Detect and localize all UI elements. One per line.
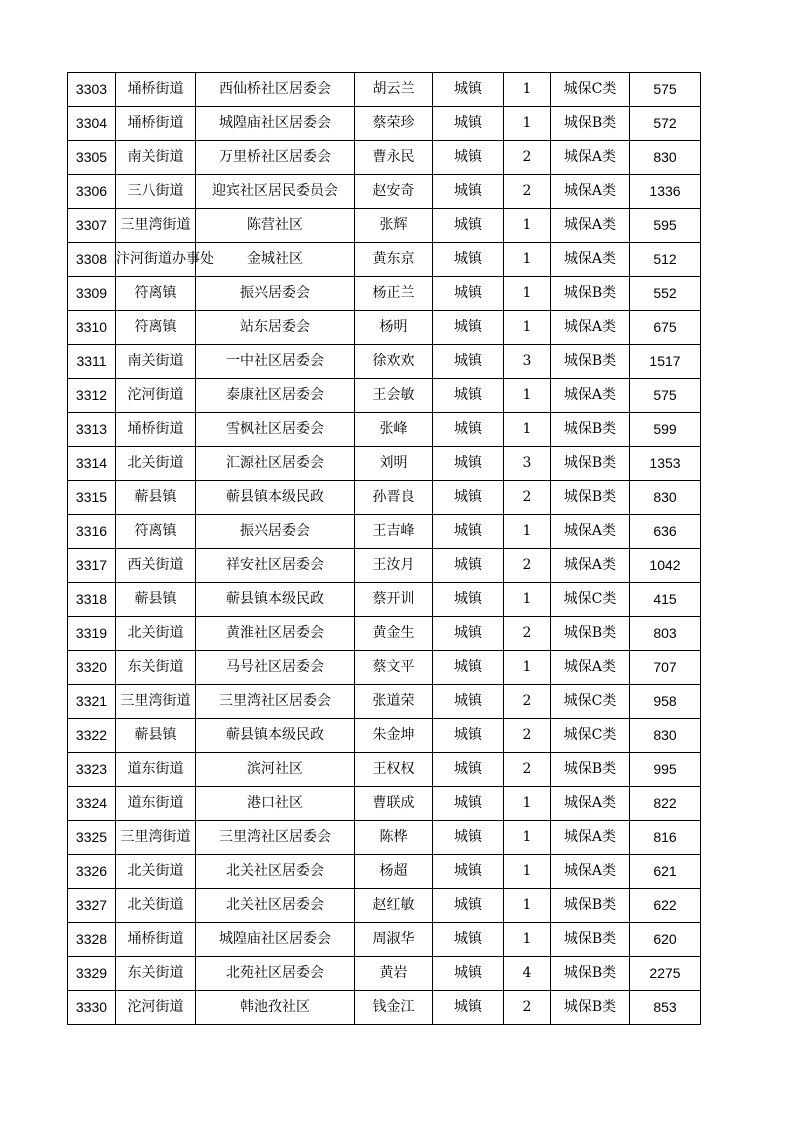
street-cell: 西关街道: [116, 549, 196, 583]
area-type-cell: 城镇: [433, 447, 504, 481]
amount-cell: 595: [630, 209, 701, 243]
area-type-cell: 城镇: [433, 277, 504, 311]
table-row: [68, 413, 701, 447]
table-row: [68, 73, 701, 107]
category-cell: 城保B类: [551, 889, 630, 923]
street-cell: 埇桥街道: [116, 413, 196, 447]
table-row: [68, 447, 701, 481]
category-cell: 城保B类: [551, 991, 630, 1025]
table-row: [68, 209, 701, 243]
community-cell: 黄淮社区居委会: [196, 617, 355, 651]
street-cell: 埇桥街道: [116, 107, 196, 141]
area-type-cell: 城镇: [433, 719, 504, 753]
area-type-cell: 城镇: [433, 141, 504, 175]
household-count-cell: 1: [504, 889, 551, 923]
community-cell: 蕲县镇本级民政: [196, 481, 355, 515]
record-id-cell: 3324: [68, 787, 116, 821]
table-row: [68, 617, 701, 651]
person-name-cell: 张道荣: [355, 685, 433, 719]
record-id-cell: 3320: [68, 651, 116, 685]
household-count-cell: 1: [504, 923, 551, 957]
person-name-cell: 徐欢欢: [355, 345, 433, 379]
household-count-cell: 1: [504, 515, 551, 549]
amount-cell: 636: [630, 515, 701, 549]
household-count-cell: 1: [504, 311, 551, 345]
table-row: [68, 345, 701, 379]
household-count-cell: 1: [504, 73, 551, 107]
amount-cell: 2275: [630, 957, 701, 991]
household-count-cell: 1: [504, 413, 551, 447]
record-id-cell: 3330: [68, 991, 116, 1025]
table-row: [68, 719, 701, 753]
area-type-cell: 城镇: [433, 651, 504, 685]
household-count-cell: 1: [504, 787, 551, 821]
area-type-cell: 城镇: [433, 515, 504, 549]
category-cell: 城保B类: [551, 617, 630, 651]
category-cell: 城保A类: [551, 821, 630, 855]
area-type-cell: 城镇: [433, 685, 504, 719]
household-count-cell: 2: [504, 549, 551, 583]
table-row: [68, 243, 701, 277]
category-cell: 城保A类: [551, 651, 630, 685]
category-cell: 城保B类: [551, 923, 630, 957]
person-name-cell: 曹永民: [355, 141, 433, 175]
record-id-cell: 3315: [68, 481, 116, 515]
area-type-cell: 城镇: [433, 583, 504, 617]
household-count-cell: 1: [504, 243, 551, 277]
person-name-cell: 朱金坤: [355, 719, 433, 753]
community-cell: 北苑社区居委会: [196, 957, 355, 991]
category-cell: 城保C类: [551, 73, 630, 107]
amount-cell: 415: [630, 583, 701, 617]
category-cell: 城保A类: [551, 855, 630, 889]
table-row: [68, 481, 701, 515]
household-count-cell: 2: [504, 141, 551, 175]
relief-roster-table: [67, 72, 701, 1025]
street-cell: 蕲县镇: [116, 481, 196, 515]
record-id-cell: 3308: [68, 243, 116, 277]
street-cell: 沱河街道: [116, 379, 196, 413]
community-cell: 韩池孜社区: [196, 991, 355, 1025]
person-name-cell: 王吉峰: [355, 515, 433, 549]
amount-cell: 958: [630, 685, 701, 719]
area-type-cell: 城镇: [433, 991, 504, 1025]
person-name-cell: 杨明: [355, 311, 433, 345]
record-id-cell: 3322: [68, 719, 116, 753]
household-count-cell: 2: [504, 685, 551, 719]
street-cell: 东关街道: [116, 957, 196, 991]
community-cell: 站东居委会: [196, 311, 355, 345]
record-id-cell: 3328: [68, 923, 116, 957]
table-row: [68, 787, 701, 821]
table-row: [68, 991, 701, 1025]
record-id-cell: 3305: [68, 141, 116, 175]
community-cell: 一中社区居委会: [196, 345, 355, 379]
table-row: [68, 583, 701, 617]
household-count-cell: 1: [504, 379, 551, 413]
record-id-cell: 3323: [68, 753, 116, 787]
street-cell: 沱河街道: [116, 991, 196, 1025]
amount-cell: 552: [630, 277, 701, 311]
table-row: [68, 957, 701, 991]
record-id-cell: 3319: [68, 617, 116, 651]
household-count-cell: 1: [504, 583, 551, 617]
amount-cell: 1042: [630, 549, 701, 583]
category-cell: 城保A类: [551, 175, 630, 209]
person-name-cell: 赵红敏: [355, 889, 433, 923]
street-cell: 符离镇: [116, 311, 196, 345]
community-cell: 蕲县镇本级民政: [196, 719, 355, 753]
category-cell: 城保B类: [551, 413, 630, 447]
person-name-cell: 杨超: [355, 855, 433, 889]
person-name-cell: 黄东京: [355, 243, 433, 277]
area-type-cell: 城镇: [433, 73, 504, 107]
amount-cell: 1353: [630, 447, 701, 481]
amount-cell: 621: [630, 855, 701, 889]
community-cell: 城隍庙社区居委会: [196, 107, 355, 141]
amount-cell: 622: [630, 889, 701, 923]
person-name-cell: 钱金江: [355, 991, 433, 1025]
community-cell: 马号社区居委会: [196, 651, 355, 685]
household-count-cell: 2: [504, 753, 551, 787]
street-cell: 东关街道: [116, 651, 196, 685]
amount-cell: 803: [630, 617, 701, 651]
community-cell: 万里桥社区居委会: [196, 141, 355, 175]
street-cell: 南关街道: [116, 345, 196, 379]
table-row: [68, 753, 701, 787]
area-type-cell: 城镇: [433, 617, 504, 651]
community-cell: 雪枫社区居委会: [196, 413, 355, 447]
person-name-cell: 周淑华: [355, 923, 433, 957]
amount-cell: 599: [630, 413, 701, 447]
person-name-cell: 曹联成: [355, 787, 433, 821]
street-cell: 蕲县镇: [116, 719, 196, 753]
area-type-cell: 城镇: [433, 107, 504, 141]
household-count-cell: 1: [504, 107, 551, 141]
table-row: [68, 923, 701, 957]
person-name-cell: 赵安奇: [355, 175, 433, 209]
table-row: [68, 821, 701, 855]
category-cell: 城保B类: [551, 957, 630, 991]
amount-cell: 575: [630, 73, 701, 107]
category-cell: 城保B类: [551, 107, 630, 141]
area-type-cell: 城镇: [433, 345, 504, 379]
area-type-cell: 城镇: [433, 549, 504, 583]
street-cell: 道东街道: [116, 787, 196, 821]
household-count-cell: 2: [504, 481, 551, 515]
community-cell: 祥安社区居委会: [196, 549, 355, 583]
category-cell: 城保B类: [551, 345, 630, 379]
street-cell: 符离镇: [116, 277, 196, 311]
street-cell: 三里湾街道: [116, 685, 196, 719]
record-id-cell: 3329: [68, 957, 116, 991]
amount-cell: 830: [630, 481, 701, 515]
person-name-cell: 蔡文平: [355, 651, 433, 685]
community-cell: 北关社区居委会: [196, 889, 355, 923]
record-id-cell: 3312: [68, 379, 116, 413]
street-cell: 汴河街道办事处: [116, 243, 196, 277]
street-cell: 北关街道: [116, 617, 196, 651]
amount-cell: 1517: [630, 345, 701, 379]
amount-cell: 620: [630, 923, 701, 957]
category-cell: 城保A类: [551, 141, 630, 175]
community-cell: 振兴居委会: [196, 277, 355, 311]
street-cell: 南关街道: [116, 141, 196, 175]
record-id-cell: 3311: [68, 345, 116, 379]
person-name-cell: 王权权: [355, 753, 433, 787]
category-cell: 城保A类: [551, 209, 630, 243]
table-row: [68, 311, 701, 345]
household-count-cell: 3: [504, 345, 551, 379]
street-cell: 道东街道: [116, 753, 196, 787]
amount-cell: 830: [630, 719, 701, 753]
community-cell: 金城社区: [196, 243, 355, 277]
person-name-cell: 黄金生: [355, 617, 433, 651]
street-cell: 三里湾街道: [116, 209, 196, 243]
household-count-cell: 1: [504, 821, 551, 855]
street-cell: 北关街道: [116, 855, 196, 889]
table-row: [68, 277, 701, 311]
record-id-cell: 3327: [68, 889, 116, 923]
amount-cell: 572: [630, 107, 701, 141]
community-cell: 振兴居委会: [196, 515, 355, 549]
category-cell: 城保C类: [551, 719, 630, 753]
table-row: [68, 651, 701, 685]
area-type-cell: 城镇: [433, 379, 504, 413]
person-name-cell: 张峰: [355, 413, 433, 447]
community-cell: 迎宾社区居民委员会: [196, 175, 355, 209]
person-name-cell: 陈桦: [355, 821, 433, 855]
category-cell: 城保B类: [551, 481, 630, 515]
person-name-cell: 刘明: [355, 447, 433, 481]
amount-cell: 575: [630, 379, 701, 413]
area-type-cell: 城镇: [433, 481, 504, 515]
table-row: [68, 889, 701, 923]
table-row: [68, 685, 701, 719]
table-row: [68, 515, 701, 549]
household-count-cell: 1: [504, 209, 551, 243]
amount-cell: 830: [630, 141, 701, 175]
street-cell: 三里湾街道: [116, 821, 196, 855]
category-cell: 城保A类: [551, 311, 630, 345]
category-cell: 城保A类: [551, 787, 630, 821]
street-cell: 北关街道: [116, 889, 196, 923]
record-id-cell: 3318: [68, 583, 116, 617]
table-row: [68, 855, 701, 889]
community-cell: 西仙桥社区居委会: [196, 73, 355, 107]
person-name-cell: 张辉: [355, 209, 433, 243]
amount-cell: 1336: [630, 175, 701, 209]
street-cell: 埇桥街道: [116, 923, 196, 957]
area-type-cell: 城镇: [433, 243, 504, 277]
area-type-cell: 城镇: [433, 209, 504, 243]
person-name-cell: 蔡荣珍: [355, 107, 433, 141]
street-cell: 埇桥街道: [116, 73, 196, 107]
category-cell: 城保A类: [551, 515, 630, 549]
table-row: [68, 549, 701, 583]
community-cell: 三里湾社区居委会: [196, 685, 355, 719]
category-cell: 城保A类: [551, 549, 630, 583]
household-count-cell: 3: [504, 447, 551, 481]
household-count-cell: 2: [504, 719, 551, 753]
table-row: [68, 141, 701, 175]
person-name-cell: 王汝月: [355, 549, 433, 583]
record-id-cell: 3313: [68, 413, 116, 447]
table-row: [68, 175, 701, 209]
category-cell: 城保A类: [551, 379, 630, 413]
area-type-cell: 城镇: [433, 175, 504, 209]
person-name-cell: 王会敏: [355, 379, 433, 413]
area-type-cell: 城镇: [433, 957, 504, 991]
record-id-cell: 3321: [68, 685, 116, 719]
area-type-cell: 城镇: [433, 787, 504, 821]
area-type-cell: 城镇: [433, 889, 504, 923]
record-id-cell: 3314: [68, 447, 116, 481]
community-cell: 陈营社区: [196, 209, 355, 243]
area-type-cell: 城镇: [433, 753, 504, 787]
record-id-cell: 3310: [68, 311, 116, 345]
category-cell: 城保C类: [551, 685, 630, 719]
person-name-cell: 黄岩: [355, 957, 433, 991]
record-id-cell: 3306: [68, 175, 116, 209]
household-count-cell: 1: [504, 855, 551, 889]
amount-cell: 816: [630, 821, 701, 855]
household-count-cell: 2: [504, 175, 551, 209]
household-count-cell: 2: [504, 617, 551, 651]
amount-cell: 995: [630, 753, 701, 787]
street-cell: 符离镇: [116, 515, 196, 549]
area-type-cell: 城镇: [433, 311, 504, 345]
category-cell: 城保C类: [551, 583, 630, 617]
person-name-cell: 蔡开训: [355, 583, 433, 617]
community-cell: 滨河社区: [196, 753, 355, 787]
person-name-cell: 胡云兰: [355, 73, 433, 107]
amount-cell: 822: [630, 787, 701, 821]
record-id-cell: 3317: [68, 549, 116, 583]
record-id-cell: 3304: [68, 107, 116, 141]
person-name-cell: 孙晋良: [355, 481, 433, 515]
street-cell: 三八街道: [116, 175, 196, 209]
community-cell: 蕲县镇本级民政: [196, 583, 355, 617]
category-cell: 城保A类: [551, 243, 630, 277]
street-cell: 蕲县镇: [116, 583, 196, 617]
record-id-cell: 3309: [68, 277, 116, 311]
area-type-cell: 城镇: [433, 923, 504, 957]
person-name-cell: 杨正兰: [355, 277, 433, 311]
record-id-cell: 3303: [68, 73, 116, 107]
amount-cell: 853: [630, 991, 701, 1025]
community-cell: 泰康社区居委会: [196, 379, 355, 413]
area-type-cell: 城镇: [433, 855, 504, 889]
record-id-cell: 3326: [68, 855, 116, 889]
table-row: [68, 379, 701, 413]
table-row: [68, 107, 701, 141]
community-cell: 城隍庙社区居委会: [196, 923, 355, 957]
community-cell: 三里湾社区居委会: [196, 821, 355, 855]
household-count-cell: 1: [504, 651, 551, 685]
community-cell: 汇源社区居委会: [196, 447, 355, 481]
area-type-cell: 城镇: [433, 413, 504, 447]
community-cell: 北关社区居委会: [196, 855, 355, 889]
amount-cell: 675: [630, 311, 701, 345]
table-body: [68, 73, 701, 1025]
category-cell: 城保B类: [551, 753, 630, 787]
relief-roster-sheet: [67, 72, 701, 1025]
street-cell: 北关街道: [116, 447, 196, 481]
household-count-cell: 4: [504, 957, 551, 991]
amount-cell: 707: [630, 651, 701, 685]
household-count-cell: 2: [504, 991, 551, 1025]
area-type-cell: 城镇: [433, 821, 504, 855]
category-cell: 城保B类: [551, 277, 630, 311]
record-id-cell: 3307: [68, 209, 116, 243]
category-cell: 城保B类: [551, 447, 630, 481]
household-count-cell: 1: [504, 277, 551, 311]
community-cell: 港口社区: [196, 787, 355, 821]
record-id-cell: 3316: [68, 515, 116, 549]
record-id-cell: 3325: [68, 821, 116, 855]
amount-cell: 512: [630, 243, 701, 277]
